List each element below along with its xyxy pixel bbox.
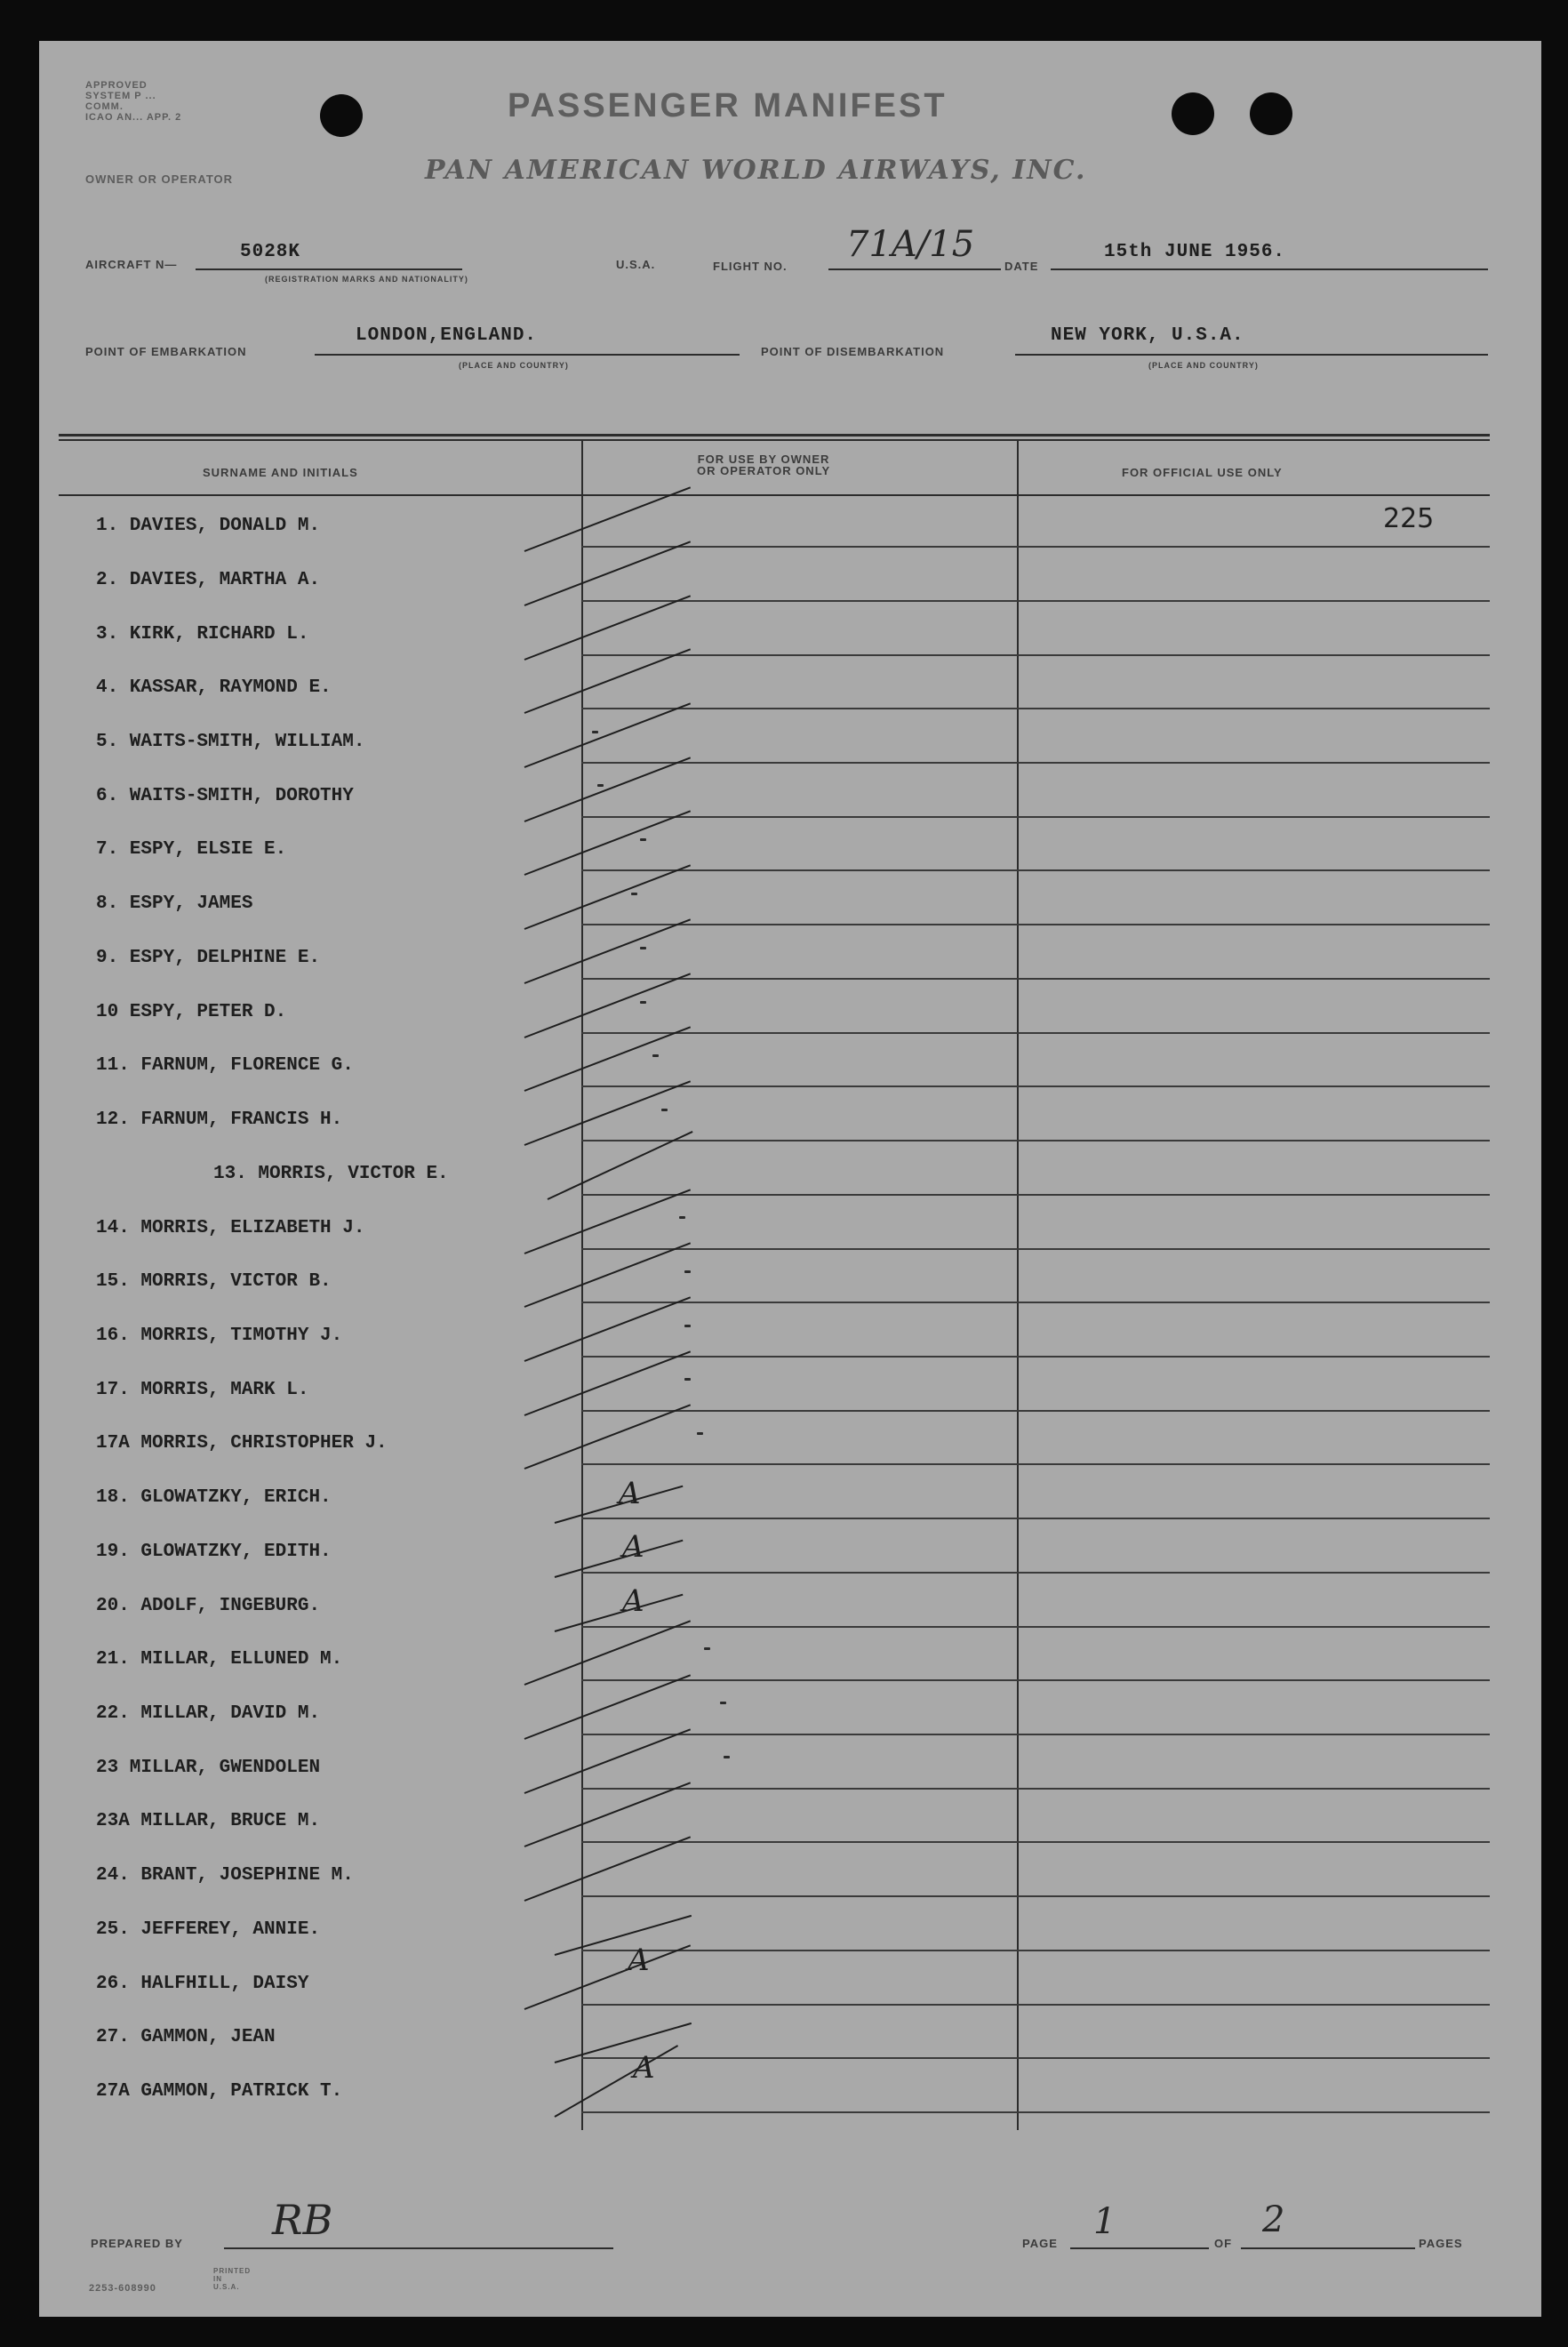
- preparer-initials: RB: [272, 2196, 333, 2244]
- aircraft-underline: [196, 268, 462, 270]
- list-item: 26. HALFHILL, DAISY: [96, 1974, 309, 1994]
- list-item: 14. MORRIS, ELIZABETH J.: [96, 1218, 365, 1238]
- row-rule: [581, 1410, 1490, 1412]
- embarkation-hint: (PLACE AND COUNTRY): [459, 361, 569, 370]
- col-header-surname: SURNAME AND INITIALS: [203, 466, 358, 479]
- flight-no-underline: [828, 268, 1001, 270]
- pencil-tick: [640, 1001, 646, 1004]
- row-rule: [581, 869, 1490, 871]
- disembarkation-hint: (PLACE AND COUNTRY): [1148, 361, 1259, 370]
- official-use-count: 225: [1383, 503, 1435, 534]
- annotation-a: A: [619, 1476, 641, 1511]
- prepared-by-underline: [224, 2247, 613, 2249]
- pencil-tick: [704, 1647, 710, 1650]
- aircraft-registration: 5028K: [240, 242, 301, 262]
- annotation-a: A: [628, 1942, 650, 1978]
- list-item: 25. JEFFEREY, ANNIE.: [96, 1919, 321, 1940]
- pencil-tick: [697, 1432, 703, 1435]
- airline-name: PAN AMERICAN WORLD AIRWAYS, INC.: [425, 155, 1087, 186]
- disembarkation-underline: [1015, 354, 1488, 356]
- list-item: 17A MORRIS, CHRISTOPHER J.: [96, 1433, 388, 1454]
- list-item: 9. ESPY, DELPHINE E.: [96, 948, 321, 968]
- list-item: 21. MILLAR, ELLUNED M.: [96, 1649, 343, 1670]
- check-mark: [524, 1242, 691, 1308]
- check-mark: [524, 1404, 691, 1470]
- row-rule: [581, 654, 1490, 656]
- list-item: 6. WAITS-SMITH, DOROTHY: [96, 786, 354, 806]
- row-rule: [581, 816, 1490, 818]
- table-top-rule: [59, 434, 1490, 437]
- check-mark: [524, 757, 691, 822]
- flight-number: 71A/15: [846, 224, 975, 265]
- check-mark: [524, 1782, 691, 1847]
- table-header-rule: [59, 494, 1490, 496]
- check-mark: [524, 864, 691, 930]
- page-total: 2: [1262, 2199, 1285, 2240]
- of-label: OF: [1214, 2237, 1233, 2250]
- row-rule: [581, 1463, 1490, 1465]
- row-rule: [581, 1140, 1490, 1141]
- pencil-tick: [724, 1756, 730, 1758]
- pencil-tick: [684, 1325, 691, 1327]
- row-rule: [581, 1895, 1490, 1897]
- date-label: DATE: [1004, 260, 1039, 273]
- list-item: 16. MORRIS, TIMOTHY J.: [96, 1326, 343, 1346]
- pencil-tick: [679, 1216, 685, 1219]
- list-item: 7. ESPY, ELSIE E.: [96, 839, 287, 860]
- of-underline: [1241, 2247, 1415, 2249]
- table-top-rule-2: [59, 439, 1490, 441]
- annotation-a: A: [633, 2050, 655, 2086]
- embarkation-place: LONDON,ENGLAND.: [356, 325, 538, 346]
- pencil-tick: [631, 893, 637, 895]
- row-rule: [581, 1356, 1490, 1358]
- check-mark: [524, 1836, 691, 1902]
- owner-operator-label: OWNER OR OPERATOR: [85, 172, 234, 186]
- disembarkation-place: NEW YORK, U.S.A.: [1051, 325, 1244, 346]
- list-item: 24. BRANT, JOSEPHINE M.: [96, 1865, 354, 1886]
- list-item: 13. MORRIS, VICTOR E.: [213, 1164, 449, 1184]
- list-item: 17. MORRIS, MARK L.: [96, 1380, 309, 1400]
- form-number: 2253-608990: [89, 2283, 156, 2294]
- list-item: 3. KIRK, RICHARD L.: [96, 624, 309, 645]
- aircraft-label: AIRCRAFT N—: [85, 258, 178, 271]
- row-rule: [581, 762, 1490, 764]
- list-item: 19. GLOWATZKY, EDITH.: [96, 1542, 332, 1562]
- check-mark: [524, 595, 691, 661]
- annotation-a: A: [622, 1583, 644, 1619]
- registration-hint: (REGISTRATION MARKS AND NATIONALITY): [265, 275, 468, 284]
- list-item: 23A MILLAR, BRUCE M.: [96, 1811, 321, 1831]
- row-rule: [581, 924, 1490, 925]
- row-rule: [581, 1032, 1490, 1034]
- embarkation-label: POINT OF EMBARKATION: [85, 345, 247, 358]
- col-header-owner-use: FOR USE BY OWNER OR OPERATOR ONLY: [697, 453, 831, 477]
- pencil-tick: [640, 947, 646, 949]
- punch-hole-left: [320, 94, 363, 137]
- page-number: 1: [1093, 2201, 1116, 2242]
- col-header-official-use: FOR OFFICIAL USE ONLY: [1122, 466, 1283, 479]
- row-rule: [581, 1194, 1490, 1196]
- pencil-tick: [684, 1378, 691, 1381]
- approval-stamp: APPROVED SYSTEM P ... COMM. ICAO AN... APP. 2: [85, 80, 182, 123]
- row-rule: [581, 1950, 1490, 1951]
- list-item: 20. ADOLF, INGEBURG.: [96, 1596, 321, 1616]
- list-item: 23 MILLAR, GWENDOLEN: [96, 1758, 321, 1778]
- manifest-page: [39, 41, 1541, 2317]
- annotation-a: A: [622, 1529, 644, 1565]
- date-underline: [1051, 268, 1488, 270]
- check-mark: [524, 541, 691, 606]
- row-rule: [581, 978, 1490, 980]
- document-title: PASSENGER MANIFEST: [508, 87, 948, 124]
- row-rule: [581, 1734, 1490, 1735]
- check-mark: [524, 1674, 691, 1740]
- row-rule: [581, 708, 1490, 709]
- row-rule: [581, 1679, 1490, 1681]
- list-item: 11. FARNUM, FLORENCE G.: [96, 1055, 354, 1076]
- punch-hole-right: [1250, 92, 1292, 135]
- pages-label: PAGES: [1419, 2237, 1463, 2250]
- check-mark: [524, 702, 691, 768]
- row-rule: [581, 600, 1490, 602]
- row-rule: [581, 1518, 1490, 1519]
- usa-label: U.S.A.: [616, 258, 656, 271]
- check-mark: [524, 1080, 691, 1146]
- list-item: 5. WAITS-SMITH, WILLIAM.: [96, 732, 365, 752]
- column-divider-2: [1017, 441, 1019, 2130]
- list-item: 12. FARNUM, FRANCIS H.: [96, 1109, 343, 1130]
- pencil-tick: [652, 1054, 659, 1057]
- list-item: 15. MORRIS, VICTOR B.: [96, 1271, 332, 1292]
- list-item: 1. DAVIES, DONALD M.: [96, 516, 321, 536]
- check-mark: [524, 648, 691, 714]
- page-label: PAGE: [1022, 2237, 1058, 2250]
- pencil-tick: [640, 838, 646, 841]
- list-item: 2. DAVIES, MARTHA A.: [96, 570, 321, 590]
- row-rule: [581, 1302, 1490, 1303]
- pencil-tick: [684, 1270, 691, 1273]
- check-mark: [524, 1350, 691, 1416]
- list-item: 22. MILLAR, DAVID M.: [96, 1703, 321, 1724]
- flight-date: 15th JUNE 1956.: [1104, 242, 1286, 262]
- row-rule: [581, 2057, 1490, 2059]
- list-item: 8. ESPY, JAMES: [96, 893, 253, 914]
- page-underline: [1070, 2247, 1209, 2249]
- check-mark: [524, 1944, 691, 2010]
- pencil-tick: [661, 1109, 668, 1111]
- row-rule: [581, 2004, 1490, 2006]
- list-item: 4. KASSAR, RAYMOND E.: [96, 677, 332, 698]
- row-rule: [581, 1841, 1490, 1843]
- list-item: 27. GAMMON, JEAN: [96, 2027, 276, 2047]
- row-rule: [581, 1788, 1490, 1790]
- embarkation-underline: [315, 354, 740, 356]
- pencil-tick: [592, 731, 598, 733]
- row-rule: [581, 1248, 1490, 1250]
- printed-note: PRINTED IN U.S.A.: [213, 2267, 252, 2291]
- check-mark: [524, 973, 691, 1038]
- punch-hole-center: [1172, 92, 1214, 135]
- check-mark: [524, 1728, 691, 1794]
- row-rule: [581, 1626, 1490, 1628]
- check-mark: [524, 810, 691, 876]
- row-rule: [581, 1085, 1490, 1087]
- check-mark: [524, 918, 691, 984]
- check-mark: [524, 1620, 691, 1686]
- row-rule: [581, 2111, 1490, 2113]
- disembarkation-label: POINT OF DISEMBARKATION: [761, 345, 945, 358]
- row-rule: [581, 546, 1490, 548]
- check-mark: [524, 486, 691, 552]
- prepared-by-label: PREPARED BY: [91, 2237, 183, 2250]
- list-item: 27A GAMMON, PATRICK T.: [96, 2081, 343, 2102]
- list-item: 10 ESPY, PETER D.: [96, 1002, 287, 1022]
- check-mark: [524, 1026, 691, 1092]
- list-item: 18. GLOWATZKY, ERICH.: [96, 1487, 332, 1508]
- pencil-tick: [720, 1702, 726, 1704]
- pencil-tick: [597, 784, 604, 787]
- flight-no-label: FLIGHT NO.: [713, 260, 788, 273]
- row-rule: [581, 1572, 1490, 1574]
- check-mark: [524, 1296, 691, 1362]
